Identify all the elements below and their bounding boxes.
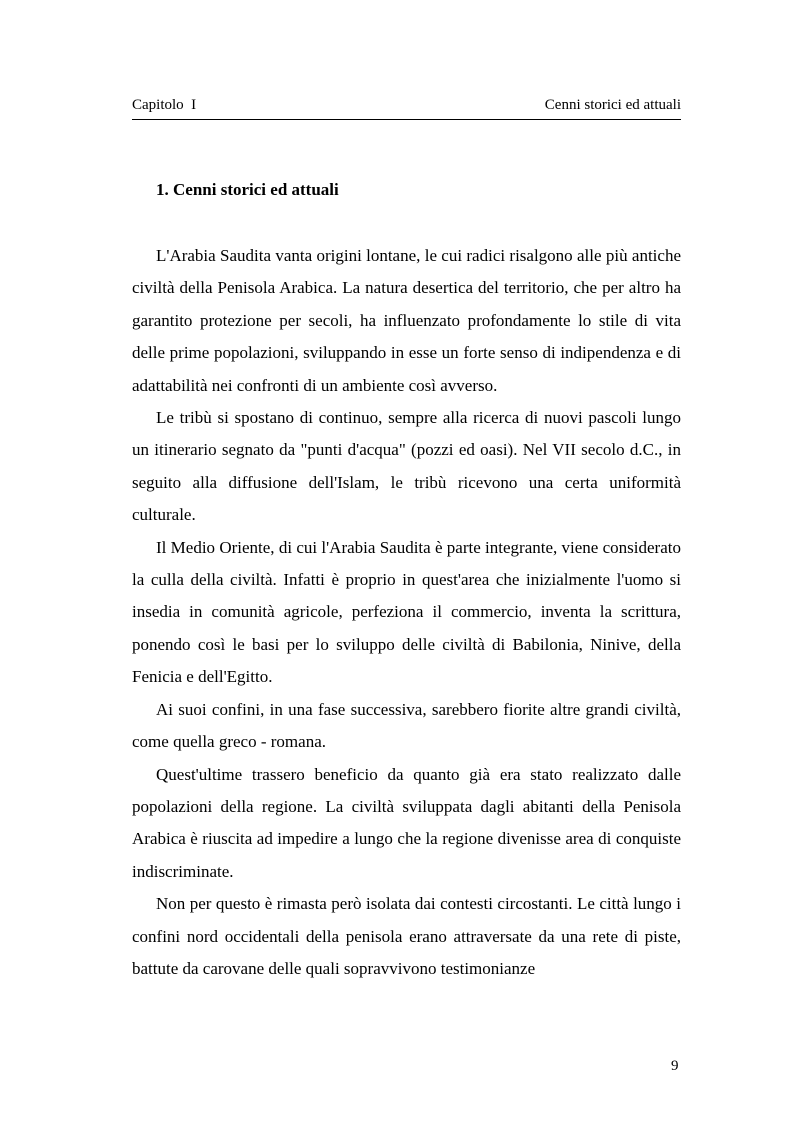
paragraph: Quest'ultime trassero beneficio da quanto già era stato realizzato dalle popolazioni della regione. La civiltà sviluppata dagli abitanti della Penisola Arabica è riuscita ad impedire a lungo che la regione divenisse area di conquiste indiscriminate. bbox=[132, 764, 681, 881]
paragraph: Ai suoi confini, in una fase successiva, sarebbero fiorite altre grandi civiltà, come quella greco - romana. bbox=[132, 699, 681, 752]
page-header bbox=[132, 95, 681, 120]
paragraph: L'Arabia Saudita vanta origini lontane, le cui radici risalgono alle più antiche civiltà della Penisola Arabica. La natura desertica del territorio, che per altro ha garantito protezione per secoli, ha influenzato profondamente lo stile di vita delle prime popolazioni, sviluppando in esse un forte senso di indipendenza e di adattabilità nei confronti di un ambiente così avverso. bbox=[132, 246, 681, 395]
header-title: Cenni storici ed attuali bbox=[544, 97, 681, 113]
paragraph: Non per questo è rimasta però isolata dai contesti circostanti. Le città lungo i confini nord occidentali della penisola erano attraversate da una rete di piste, battute da carovane delle quali sopravvivono testimonianze bbox=[132, 894, 681, 978]
paragraph: Le tribù si spostano di continuo, sempre alla ricerca di nuovi pascoli lungo un itinerario segnato da "punti d'acqua" (pozzi ed oasi). Nel VII secolo d.C., in seguito alla diffusione dell'Islam, le tribù ricevono una certa uniformità culturale. bbox=[132, 408, 681, 525]
chapter-label: Capitolo I bbox=[132, 97, 197, 113]
paragraph: Il Medio Oriente, di cui l'Arabia Saudita è parte integrante, viene considerato la culla della civiltà. Infatti è proprio in quest'area che inizialmente l'uomo si insedia in comunità agricole, perfeziona il commercio, inventa la scrittura, ponendo così le basi per lo sviluppo delle civiltà di Babilonia, Ninive, della Fenicia e dell'Egitto. bbox=[132, 537, 681, 687]
body-text bbox=[132, 240, 681, 985]
section-title: 1. Cenni storici ed attuali bbox=[156, 180, 339, 199]
page-number: 9 bbox=[671, 1058, 679, 1074]
